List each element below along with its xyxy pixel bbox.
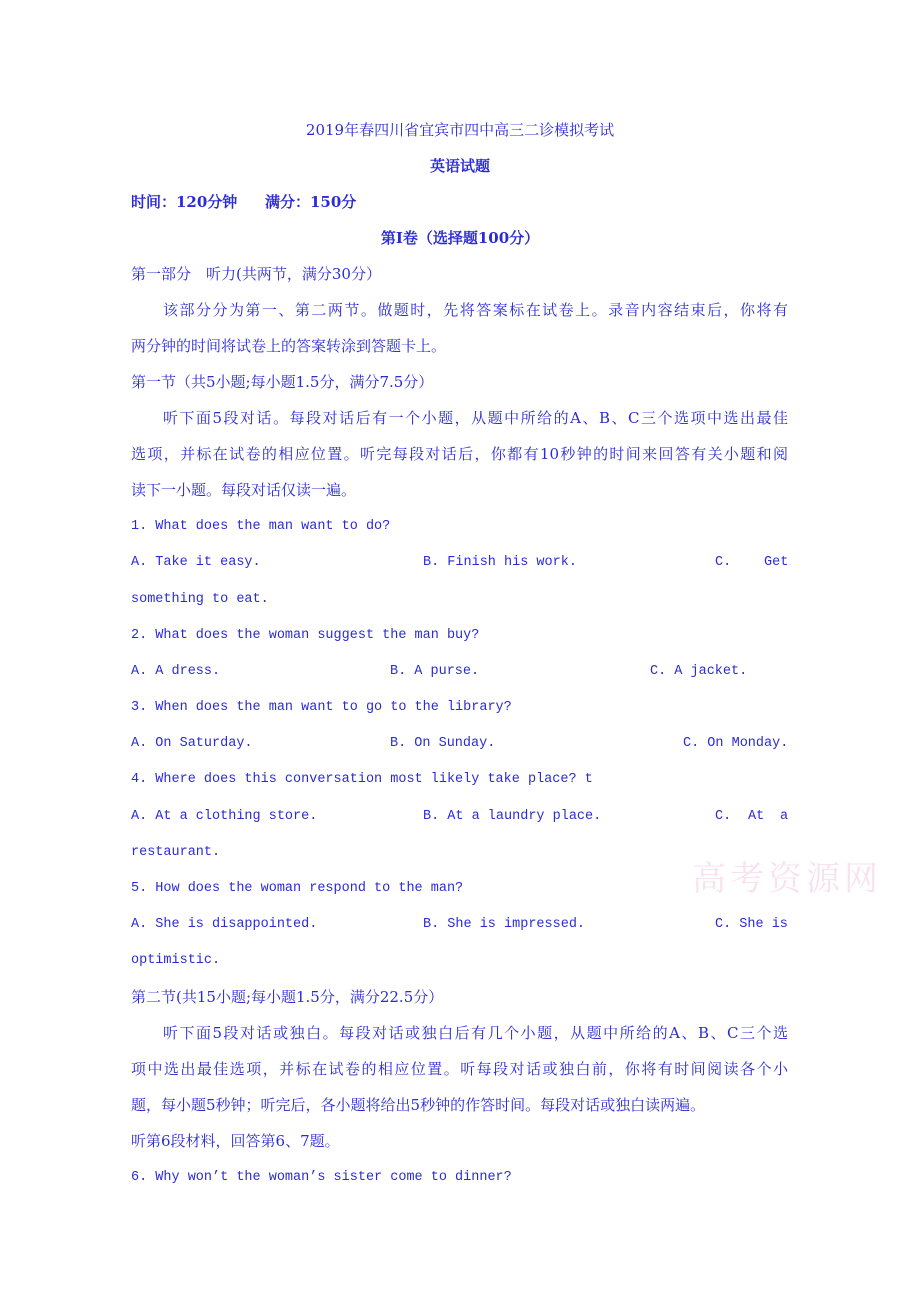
- question-2: 2. What does the woman suggest the man buy?: [131, 628, 480, 643]
- paragraph-line: 听下面5段对话或独白。每段对话或独白后有几个小题，从题中所给的A、B、C三个选: [163, 1024, 788, 1042]
- subject-title: 英语试题: [429, 157, 490, 175]
- option-b: B. At a laundry place.: [423, 809, 602, 824]
- section1-heading: 第一节（共5小题;每小题1.5分，满分7.5分）: [131, 373, 434, 391]
- question-5: 5. How does the woman respond to the man?: [131, 881, 464, 896]
- option-c: C.: [715, 555, 732, 570]
- exam-title: 2019年春四川省宜宾市四中高三二诊模拟考试: [305, 121, 615, 139]
- option-a: A. She is disappointed.: [131, 917, 318, 932]
- question-1: 1. What does the man want to do?: [131, 519, 391, 534]
- question-4: 4. Where does this conversation most likely take place? t: [131, 772, 593, 787]
- option-c-continued: something to eat.: [131, 592, 269, 607]
- paragraph-line: 该部分分为第一、第二两节。做题时，先将答案标在试卷上。录音内容结束后，你将有: [163, 301, 788, 319]
- material-instruction: 听第6段材料，回答第6、7题。: [131, 1132, 340, 1150]
- option-b: B. On Sunday.: [390, 736, 496, 751]
- question-6: 6. Why won’t the woman’s sister come to dinner?: [131, 1170, 512, 1185]
- part1-heading: 第一部分 听力(共两节，满分30分）: [131, 265, 381, 283]
- option-c: C. She is: [715, 917, 788, 932]
- option-c-text: At: [748, 809, 765, 824]
- option-c: C.: [715, 809, 732, 824]
- option-c: C. A jacket.: [650, 664, 748, 679]
- time-label: 时间：120分钟: [131, 193, 238, 211]
- volume-title: 第I卷（选择题100分）: [380, 229, 540, 247]
- paragraph-line: 选项，并标在试卷的相应位置。听完每段对话后，你都有10秒钟的时间来回答有关小题和阅: [131, 445, 788, 463]
- paragraph-line: 听下面5段对话。每段对话后有一个小题，从题中所给的A、B、C三个选项中选出最佳: [163, 409, 788, 427]
- option-c: C. On Monday.: [683, 736, 789, 751]
- option-c-text: Get: [764, 555, 789, 570]
- option-a: A. At a clothing store.: [131, 809, 318, 824]
- option-a: A. Take it easy.: [131, 555, 261, 570]
- option-b: B. Finish his work.: [423, 555, 577, 570]
- score-label: 满分：150分: [265, 193, 357, 211]
- option-b: B. She is impressed.: [423, 917, 586, 932]
- paragraph-line: 读下一小题。每段对话仅读一遍。: [131, 481, 357, 499]
- watermark: 高考资源网: [692, 859, 882, 899]
- option-a: A. A dress.: [131, 664, 221, 679]
- option-c-continued: restaurant.: [131, 845, 221, 860]
- paragraph-line: 题，每小题5秒钟；听完后，各小题将给出5秒钟的作答时间。每段对话或独白读两遍。: [131, 1096, 706, 1114]
- paragraph-line: 两分钟的时间将试卷上的答案转涂到答题卡上。: [131, 337, 447, 355]
- question-3: 3. When does the man want to go to the library?: [131, 700, 512, 715]
- paragraph-line: 项中选出最佳选项，并标在试卷的相应位置。听每段对话或独白前，你将有时间阅读各个小: [131, 1060, 788, 1078]
- option-c-text: a: [780, 809, 789, 824]
- option-c-continued: optimistic.: [131, 953, 221, 968]
- option-b: B. A purse.: [390, 664, 480, 679]
- section2-heading: 第二节(共15小题;每小题1.5分，满分22.5分）: [131, 988, 444, 1006]
- option-a: A. On Saturday.: [131, 736, 253, 751]
